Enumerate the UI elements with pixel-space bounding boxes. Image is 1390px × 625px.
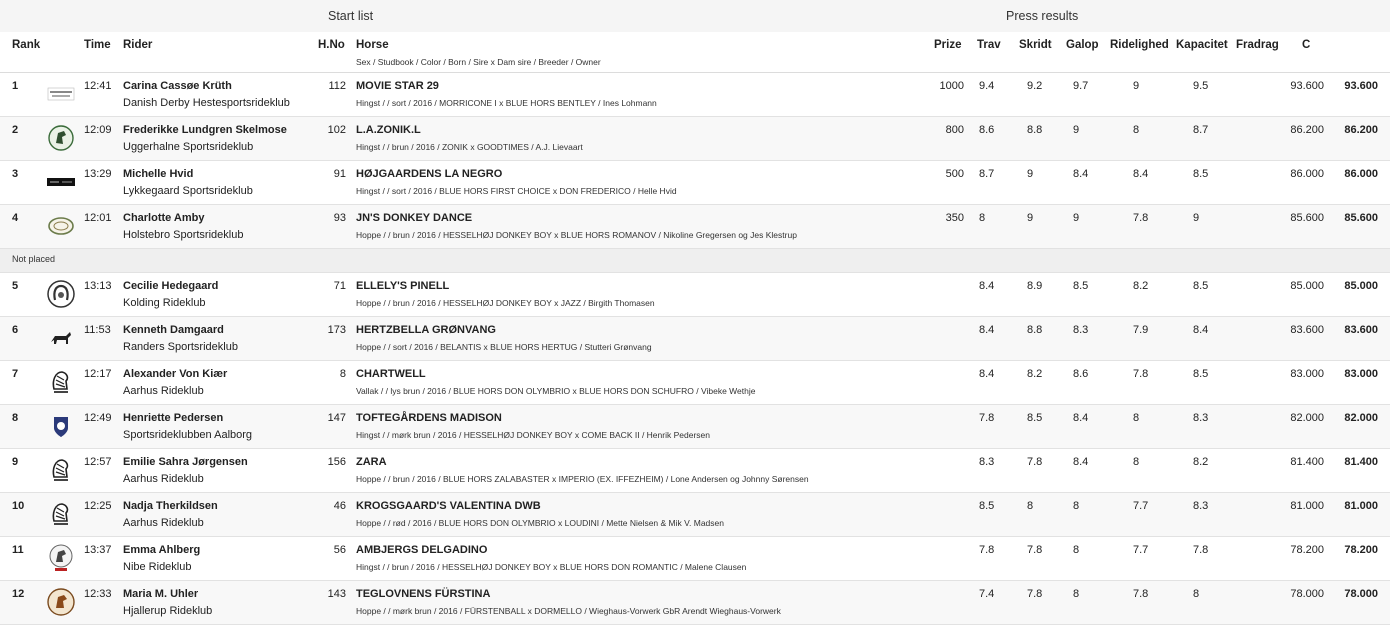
- club-name: Aarhus Rideklub: [123, 473, 204, 485]
- score-c: 81.400: [1344, 456, 1378, 468]
- score-ridelighed: 8: [1133, 456, 1140, 468]
- total-score: 93.600: [1290, 80, 1324, 92]
- prize: 500: [945, 168, 964, 180]
- total-score: 78.000: [1290, 588, 1324, 600]
- prize: 800: [945, 124, 964, 136]
- horse-name[interactable]: CHARTWELL: [356, 368, 426, 380]
- score-c: 78.200: [1344, 544, 1378, 556]
- header-galop[interactable]: Galop: [1066, 39, 1099, 51]
- time: 12:41: [84, 80, 112, 92]
- header-hno[interactable]: H.No: [318, 39, 345, 51]
- club-logo-icon: [46, 279, 76, 309]
- score-skridt: 9: [1027, 168, 1034, 180]
- table-row[interactable]: [0, 405, 1390, 449]
- header-c[interactable]: C: [1302, 39, 1311, 51]
- rider-name[interactable]: Alexander Von Kiær: [123, 368, 228, 380]
- header-trav[interactable]: Trav: [977, 39, 1001, 51]
- score-skridt: 8.2: [1027, 368, 1043, 380]
- score-galop: 8: [1073, 588, 1080, 600]
- club-logo-icon: [46, 411, 76, 441]
- score-galop: 9.7: [1073, 80, 1089, 92]
- horse-info: Hoppe / / brun / 2016 / HESSELHØJ DONKEY BOY x JAZZ / Birgith Thomasen: [356, 298, 655, 308]
- score-kapacitet: 8.3: [1193, 500, 1209, 512]
- horse-name[interactable]: JN'S DONKEY DANCE: [356, 212, 473, 224]
- score-trav: 8.4: [979, 368, 995, 380]
- table-row[interactable]: [0, 117, 1390, 161]
- rider-name[interactable]: Nadja Therkildsen: [123, 500, 218, 512]
- header-horse[interactable]: Horse: [356, 39, 389, 51]
- score-trav: 8.4: [979, 324, 995, 336]
- rank: 1: [12, 80, 19, 92]
- not-placed-divider: [0, 249, 1390, 273]
- horse-number: 143: [327, 588, 346, 600]
- total-score: 85.600: [1290, 212, 1324, 224]
- table-row[interactable]: [0, 581, 1390, 625]
- score-kapacitet: 8.2: [1193, 456, 1209, 468]
- horse-info: Hoppe / / rød / 2016 / BLUE HORS DON OLYMBRIO x LOUDINI / Mette Nielsen & Mik V. Madsen: [356, 518, 724, 528]
- header-prize[interactable]: Prize: [934, 39, 962, 51]
- header-kapacitet[interactable]: Kapacitet: [1176, 39, 1228, 51]
- rank: 7: [12, 368, 19, 380]
- horse-info: Hoppe / / brun / 2016 / BLUE HORS ZALABASTER x IMPERIO (EX. IFFEZHEIM) / Lone Andersen og Johnny Sørensen: [356, 474, 809, 484]
- score-trav: 8.3: [979, 456, 995, 468]
- score-trav: 8.4: [979, 280, 995, 292]
- score-kapacitet: 9.5: [1193, 80, 1209, 92]
- club-logo-icon: [46, 123, 76, 153]
- horse-name[interactable]: HØJGAARDENS LA NEGRO: [356, 168, 503, 180]
- horse-name[interactable]: KROGSGAARD'S VALENTINA DWB: [356, 500, 541, 512]
- club-logo-icon: [46, 499, 76, 529]
- score-galop: 8.6: [1073, 368, 1089, 380]
- table-row[interactable]: [0, 73, 1390, 117]
- club-logo-icon: [46, 167, 76, 197]
- club-name: Randers Sportsrideklub: [123, 341, 238, 353]
- time: 13:29: [84, 168, 112, 180]
- club-logo-icon: [46, 323, 76, 353]
- table-header: [0, 32, 1390, 73]
- rank: 10: [12, 500, 25, 512]
- total-score: 86.200: [1290, 124, 1324, 136]
- score-kapacitet: 8.7: [1193, 124, 1209, 136]
- score-kapacitet: 7.8: [1193, 544, 1209, 556]
- score-c: 83.000: [1344, 368, 1378, 380]
- table-row[interactable]: [0, 449, 1390, 493]
- header-time[interactable]: Time: [84, 39, 111, 51]
- score-ridelighed: 8: [1133, 412, 1140, 424]
- horse-number: 91: [333, 168, 346, 180]
- score-skridt: 9.2: [1027, 80, 1043, 92]
- score-skridt: 8: [1027, 500, 1034, 512]
- score-kapacitet: 8.5: [1193, 280, 1209, 292]
- total-score: 81.000: [1290, 500, 1324, 512]
- score-trav: 7.8: [979, 544, 995, 556]
- score-skridt: 7.8: [1027, 588, 1043, 600]
- club-logo-icon: [46, 79, 76, 109]
- score-c: 78.000: [1344, 588, 1378, 600]
- score-galop: 8: [1073, 500, 1080, 512]
- score-kapacitet: 8.5: [1193, 368, 1209, 380]
- rank: 5: [12, 280, 19, 292]
- rider-name[interactable]: Carina Cassøe Krüth: [123, 80, 232, 92]
- score-trav: 9.4: [979, 80, 995, 92]
- horse-number: 102: [327, 124, 346, 136]
- score-c: 85.000: [1344, 280, 1378, 292]
- prize: 1000: [939, 80, 964, 92]
- score-skridt: 8.9: [1027, 280, 1043, 292]
- rider-name[interactable]: Henriette Pedersen: [123, 412, 224, 424]
- club-logo-icon: [46, 211, 76, 241]
- rider-name[interactable]: Michelle Hvid: [123, 168, 194, 180]
- horse-info: Hingst / / mørk brun / 2016 / HESSELHØJ DONKEY BOY x COME BACK II / Henrik Pedersen: [356, 430, 710, 440]
- total-score: 85.000: [1290, 280, 1324, 292]
- horse-number: 156: [327, 456, 346, 468]
- time: 13:37: [84, 544, 112, 556]
- horse-info: Hoppe / / sort / 2016 / BELANTIS x BLUE HORS HERTUG / Stutteri Grønvang: [356, 342, 652, 352]
- club-name: Kolding Rideklub: [123, 297, 206, 309]
- total-score: 83.000: [1290, 368, 1324, 380]
- score-ridelighed: 9: [1133, 80, 1140, 92]
- table-body: [0, 73, 1390, 625]
- score-galop: 8.4: [1073, 456, 1089, 468]
- score-skridt: 9: [1027, 212, 1034, 224]
- rank: 3: [12, 168, 19, 180]
- score-galop: 9: [1073, 212, 1080, 224]
- horse-number: 56: [333, 544, 346, 556]
- total-score: 81.400: [1290, 456, 1324, 468]
- score-trav: 7.8: [979, 412, 995, 424]
- rank: 6: [12, 324, 19, 336]
- score-skridt: 7.8: [1027, 544, 1043, 556]
- score-c: 81.000: [1344, 500, 1378, 512]
- table-row[interactable]: [0, 361, 1390, 405]
- club-name: Aarhus Rideklub: [123, 517, 204, 529]
- rank: 9: [12, 456, 19, 468]
- time: 12:01: [84, 212, 112, 224]
- total-score: 83.600: [1290, 324, 1324, 336]
- time: 12:17: [84, 368, 112, 380]
- club-logo-icon: [46, 587, 76, 617]
- score-c: 85.600: [1344, 212, 1378, 224]
- club-name: Danish Derby Hestesportsrideklub: [123, 97, 290, 109]
- time: 13:13: [84, 280, 112, 292]
- table-row[interactable]: [0, 273, 1390, 317]
- table-row[interactable]: [0, 161, 1390, 205]
- score-ridelighed: 7.9: [1133, 324, 1149, 336]
- rider-name[interactable]: Frederikke Lundgren Skelmose: [123, 124, 287, 136]
- horse-number: 8: [339, 368, 346, 380]
- club-logo-icon: [46, 367, 76, 397]
- total-score: 82.000: [1290, 412, 1324, 424]
- rider-name[interactable]: Maria M. Uhler: [123, 588, 199, 600]
- horse-name[interactable]: TEGLOVNENS FÜRSTINA: [356, 588, 491, 600]
- score-c: 83.600: [1344, 324, 1378, 336]
- rank: 2: [12, 124, 19, 136]
- score-c: 86.200: [1344, 124, 1378, 136]
- header-rider[interactable]: Rider: [123, 39, 153, 51]
- score-trav: 8: [979, 212, 986, 224]
- score-skridt: 7.8: [1027, 456, 1043, 468]
- score-ridelighed: 8: [1133, 124, 1140, 136]
- score-kapacitet: 8.4: [1193, 324, 1209, 336]
- club-name: Hjallerup Rideklub: [123, 605, 213, 617]
- time: 12:09: [84, 124, 112, 136]
- club-name: Lykkegaard Sportsrideklub: [123, 185, 253, 197]
- total-score: 86.000: [1290, 168, 1324, 180]
- rank: 8: [12, 412, 19, 424]
- time: 11:53: [84, 324, 111, 336]
- not-placed-label: Not placed: [12, 254, 56, 264]
- header-ridelighed[interactable]: Ridelighed: [1110, 39, 1169, 51]
- horse-name[interactable]: L.A.ZONIK.L: [356, 124, 421, 136]
- horse-number: 173: [327, 324, 346, 336]
- horse-number: 147: [327, 412, 346, 424]
- score-ridelighed: 7.8: [1133, 212, 1149, 224]
- score-kapacitet: 8: [1193, 588, 1200, 600]
- score-ridelighed: 8.2: [1133, 280, 1149, 292]
- club-name: Sportsrideklubben Aalborg: [123, 429, 253, 441]
- score-galop: 8.4: [1073, 168, 1089, 180]
- horse-info: Hingst / / brun / 2016 / HESSELHØJ DONKEY BOY x BLUE HORS DON ROMANTIC / Malene Clausen: [356, 562, 747, 572]
- club-name: Holstebro Sportsrideklub: [123, 229, 244, 241]
- score-galop: 8.5: [1073, 280, 1089, 292]
- score-trav: 8.6: [979, 124, 995, 136]
- rank: 12: [12, 588, 25, 600]
- header-fradrag[interactable]: Fradrag: [1236, 39, 1279, 51]
- score-skridt: 8.8: [1027, 124, 1043, 136]
- club-name: Uggerhalne Sportsrideklub: [123, 141, 254, 153]
- header-horse-subtitle: Sex / Studbook / Color / Born / Sire x Dam sire / Breeder / Owner: [356, 57, 601, 67]
- rider-name[interactable]: Cecilie Hedegaard: [123, 280, 219, 292]
- score-kapacitet: 9: [1193, 212, 1200, 224]
- club-logo-icon: [46, 543, 76, 573]
- horse-name[interactable]: ELLELY'S PINELL: [356, 280, 450, 292]
- horse-info: Vallak / / lys brun / 2016 / BLUE HORS DON OLYMBRIO x BLUE HORS DON SCHUFRO / Vibeke Wethje: [356, 386, 756, 396]
- horse-number: 93: [333, 212, 346, 224]
- horse-info: Hingst / / sort / 2016 / MORRICONE I x BLUE HORS BENTLEY / Ines Lohmann: [356, 98, 657, 108]
- horse-name[interactable]: TOFTEGÅRDENS MADISON: [356, 412, 502, 424]
- header-rank[interactable]: Rank: [12, 39, 41, 51]
- horse-info: Hoppe / / mørk brun / 2016 / FÜRSTENBALL x DORMELLO / Wieghaus-Vorwerk GbR Arendt Wieghaus-Vorwerk: [356, 606, 781, 616]
- horse-info: Hingst / / sort / 2016 / BLUE HORS FIRST CHOICE x DON FREDERICO / Helle Hvid: [356, 186, 677, 196]
- score-ridelighed: 7.8: [1133, 588, 1149, 600]
- score-galop: 8: [1073, 544, 1080, 556]
- table-row[interactable]: [0, 317, 1390, 361]
- score-kapacitet: 8.3: [1193, 412, 1209, 424]
- club-name: Nibe Rideklub: [123, 561, 192, 573]
- rider-name[interactable]: Emilie Sahra Jørgensen: [123, 456, 248, 468]
- table-row[interactable]: [0, 205, 1390, 249]
- rank: 4: [12, 212, 19, 224]
- score-trav: 7.4: [979, 588, 995, 600]
- score-c: 82.000: [1344, 412, 1378, 424]
- rider-name[interactable]: Kenneth Damgaard: [123, 324, 224, 336]
- horse-info: Hoppe / / brun / 2016 / HESSELHØJ DONKEY BOY x BLUE HORS ROMANOV / Nikoline Gregersen og Jes Klestrup: [356, 230, 797, 240]
- horse-number: 71: [333, 280, 346, 292]
- club-name: Aarhus Rideklub: [123, 385, 204, 397]
- time: 12:57: [84, 456, 112, 468]
- time: 12:49: [84, 412, 112, 424]
- rank: 11: [12, 544, 24, 556]
- score-ridelighed: 7.7: [1133, 544, 1149, 556]
- header-skridt[interactable]: Skridt: [1019, 39, 1052, 51]
- horse-name[interactable]: AMBJERGS DELGADINO: [356, 544, 488, 556]
- table-row[interactable]: [0, 493, 1390, 537]
- horse-name[interactable]: ZARA: [356, 456, 387, 468]
- score-ridelighed: 7.8: [1133, 368, 1149, 380]
- press-results-label: Press results: [1006, 9, 1079, 23]
- score-galop: 8.3: [1073, 324, 1089, 336]
- horse-number: 112: [328, 80, 346, 92]
- horse-name[interactable]: HERTZBELLA GRØNVANG: [356, 324, 496, 336]
- score-kapacitet: 8.5: [1193, 168, 1209, 180]
- horse-info: Hingst / / brun / 2016 / ZONIK x GOODTIMES / A.J. Lievaart: [356, 142, 583, 152]
- table-row[interactable]: [0, 537, 1390, 581]
- rider-name[interactable]: Emma Ahlberg: [123, 544, 201, 556]
- score-c: 93.600: [1344, 80, 1378, 92]
- score-skridt: 8.8: [1027, 324, 1043, 336]
- score-galop: 9: [1073, 124, 1080, 136]
- prize: 350: [945, 212, 964, 224]
- score-galop: 8.4: [1073, 412, 1089, 424]
- rider-name[interactable]: Charlotte Amby: [123, 212, 205, 224]
- time: 12:33: [84, 588, 112, 600]
- horse-name[interactable]: MOVIE STAR 29: [356, 80, 439, 92]
- column-group-header: [0, 0, 1390, 33]
- club-logo-icon: [46, 455, 76, 485]
- score-c: 86.000: [1344, 168, 1378, 180]
- time: 12:25: [84, 500, 112, 512]
- start-list-label: Start list: [328, 9, 374, 23]
- horse-number: 46: [333, 500, 346, 512]
- score-ridelighed: 7.7: [1133, 500, 1149, 512]
- score-ridelighed: 8.4: [1133, 168, 1149, 180]
- score-trav: 8.5: [979, 500, 995, 512]
- score-trav: 8.7: [979, 168, 995, 180]
- total-score: 78.200: [1290, 544, 1324, 556]
- score-skridt: 8.5: [1027, 412, 1043, 424]
